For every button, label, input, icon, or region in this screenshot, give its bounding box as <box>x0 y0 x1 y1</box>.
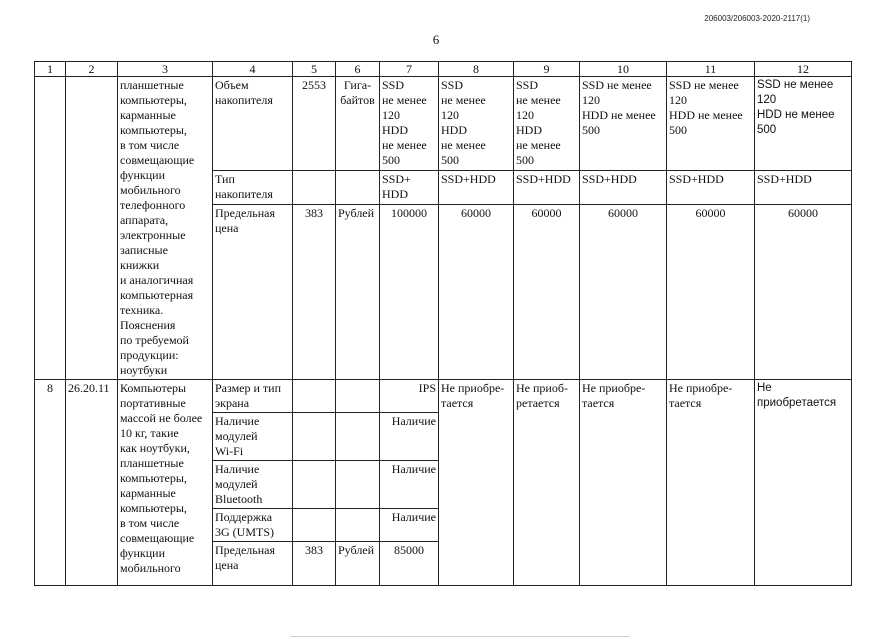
cell-text-line: HDD <box>382 123 408 137</box>
cell-text-line: 120 <box>441 108 459 122</box>
cell-text-line: 120 <box>516 108 534 122</box>
table-row <box>35 77 852 171</box>
cell-text-line: Гига- <box>343 78 372 92</box>
cell-text-line: 500 <box>757 124 777 136</box>
cell-text-line: 500 <box>441 153 459 167</box>
cell-text-line: SSD не менее 120 <box>757 79 834 106</box>
cell-text-line: Размер и тип <box>215 381 281 395</box>
cell-text-line: 120 <box>382 108 400 122</box>
header-cell: 11 <box>667 62 755 77</box>
cell-text-line: Поддержка <box>215 510 273 524</box>
row-number-cell: 8 <box>35 380 66 586</box>
cell-text-line: SSD <box>441 78 464 92</box>
okpd-code-cell <box>66 77 118 380</box>
cell-text-line: мобильного <box>120 561 181 575</box>
cell-text-line: HDD не менее <box>582 108 656 122</box>
cell-text-line: мобильного <box>120 183 181 197</box>
document-id: 206003/206003-2020-2117(1) <box>704 14 810 23</box>
value-cell: Не приобретается <box>755 380 852 586</box>
unit-code-cell <box>293 461 336 509</box>
cell-text-line: HDD не менее <box>757 109 835 121</box>
specification-table <box>34 61 852 586</box>
header-cell: 10 <box>580 62 667 77</box>
cell-text-line: не менее <box>441 93 486 107</box>
cell-text-line: Объем <box>215 78 249 92</box>
value-cell: 85000 <box>380 542 439 586</box>
cell-text-line: по требуемой <box>120 333 189 347</box>
cell-text-line: не менее <box>516 138 561 152</box>
cell-text-line: телефонного <box>120 198 186 212</box>
cell-text-line: функции <box>120 168 165 182</box>
cell-text-line: Не приобре- <box>441 381 505 395</box>
cell-text-line: SSD <box>382 78 405 92</box>
value-cell: 60000 <box>755 204 852 379</box>
characteristic-cell <box>213 509 293 542</box>
value-cell: 60000 <box>580 204 667 379</box>
value-cell <box>514 77 580 171</box>
cell-text-line: совмещающие <box>120 531 195 545</box>
cell-text-line: SSD не менее <box>669 78 739 92</box>
cell-text-line: массой не более <box>120 411 203 425</box>
value-cell <box>755 77 852 171</box>
header-cell: 12 <box>755 62 852 77</box>
cell-text-line: компьютеры, <box>120 501 187 515</box>
cell-text-line: Тип <box>215 172 235 187</box>
cell-text-line: Не приоб- <box>516 381 568 395</box>
unit-code-cell <box>293 171 336 204</box>
unit-name-cell <box>336 509 380 542</box>
value-cell <box>514 380 580 586</box>
cell-text-line: тается <box>582 396 615 410</box>
page-number: 6 <box>432 32 440 47</box>
value-cell: Наличие <box>380 509 439 542</box>
cell-text-line: электронные <box>120 228 186 242</box>
cell-text-line: Предельная <box>215 543 275 557</box>
cell-text-line: Wi-Fi <box>215 444 244 458</box>
characteristic-cell <box>213 77 293 171</box>
cell-text-line: техника. <box>120 303 164 317</box>
cell-text-line: не менее <box>382 93 427 107</box>
cell-text-line: накопителя <box>215 93 273 107</box>
value-cell <box>667 77 755 171</box>
characteristic-cell <box>213 171 293 204</box>
characteristic-cell <box>213 380 293 413</box>
unit-code-cell <box>293 413 336 461</box>
header-cell: 7 <box>380 62 439 77</box>
value-cell <box>439 77 514 171</box>
cell-text-line: цена <box>215 558 239 572</box>
cell-text-line: продукции: <box>120 348 179 362</box>
value-cell: SSD+HDD <box>667 171 755 204</box>
cell-text-line: Наличие <box>215 462 260 476</box>
cell-text-line: Не приобре- <box>669 381 733 395</box>
value-cell: 60000 <box>514 204 580 379</box>
cell-text-line: модулей <box>215 477 258 491</box>
cell-text-line: функции <box>120 546 165 560</box>
header-cell: 6 <box>336 62 380 77</box>
product-name-cell <box>118 77 213 380</box>
product-name-cell <box>118 380 213 586</box>
cell-text-line: Наличие <box>215 414 260 428</box>
unit-code-cell <box>293 509 336 542</box>
cell-text-line: HDD <box>441 123 467 137</box>
cell-text-line: компьютеры, <box>120 123 187 137</box>
cell-text-line: 500 <box>516 153 534 167</box>
value-cell <box>580 380 667 586</box>
okpd-code-cell: 26.20.11 <box>66 380 118 586</box>
characteristic-cell <box>213 542 293 586</box>
unit-name-cell: Рублей <box>336 204 380 379</box>
cell-text-line: компьютеры, <box>120 471 187 485</box>
cell-text-line: 500 <box>582 123 600 137</box>
unit-name-cell <box>336 171 380 204</box>
cell-text-line: тается <box>441 396 474 410</box>
cell-text-line: 3G (UMTS) <box>215 525 274 539</box>
unit-name-cell <box>336 380 380 413</box>
cell-text-line: записные <box>120 243 168 257</box>
value-cell: SSD+HDD <box>580 171 667 204</box>
unit-name-cell <box>336 413 380 461</box>
characteristic-cell <box>213 413 293 461</box>
cell-text-line: 10 кг, такие <box>120 426 179 440</box>
value-cell: 60000 <box>439 204 514 379</box>
characteristic-cell <box>213 461 293 509</box>
header-cell: 4 <box>213 62 293 77</box>
cell-text-line: ретается <box>516 396 560 410</box>
cell-text-line: Не приобре- <box>582 381 646 395</box>
cell-text-line: 120 <box>582 93 600 107</box>
cell-text-line: в том числе <box>120 138 180 152</box>
cell-text-line: планшетные <box>120 78 184 92</box>
cell-text-line: 500 <box>382 153 400 167</box>
header-cell: 3 <box>118 62 213 77</box>
characteristic-cell <box>213 204 293 379</box>
value-cell: 60000 <box>667 204 755 379</box>
cell-text-line: HDD не менее <box>669 108 743 122</box>
value-cell: Наличие <box>380 461 439 509</box>
cell-text-line: 120 <box>669 93 687 107</box>
cell-text-line: карманные <box>120 486 176 500</box>
value-cell: SSD+HDD <box>439 171 514 204</box>
cell-text-line: не менее <box>516 93 561 107</box>
cell-text-line: экрана <box>215 396 250 410</box>
unit-name-cell: Рублей <box>336 542 380 586</box>
value-cell: IPS <box>380 380 439 413</box>
value-cell: SSD+HDD <box>755 171 852 204</box>
header-cell: 9 <box>514 62 580 77</box>
column-number-row <box>35 62 852 77</box>
cell-text-line: Пояснения <box>120 318 176 332</box>
cell-text-line: не менее <box>382 138 427 152</box>
value-cell: 100000 <box>380 204 439 379</box>
cell-text-line: HDD <box>516 123 542 137</box>
cell-text-line: Компьютеры <box>120 381 187 395</box>
cell-text-line: портативные <box>120 396 186 410</box>
cell-text-line: книжки <box>120 258 160 272</box>
cell-text-line: SSD не менее <box>582 78 652 92</box>
cell-text-line: Предельная <box>215 205 275 220</box>
cell-text-line: аппарата, <box>120 213 169 227</box>
value-cell: Наличие <box>380 413 439 461</box>
unit-name-cell <box>336 461 380 509</box>
cell-text-line: байтов <box>340 93 375 107</box>
unit-code-cell: 2553 <box>293 77 336 171</box>
cell-text-line: SSD+ <box>382 172 411 187</box>
cell-text-line: и аналогичная <box>120 273 194 287</box>
value-cell: SSD+HDD <box>514 171 580 204</box>
unit-name-cell <box>336 77 380 171</box>
header-cell: 2 <box>66 62 118 77</box>
unit-code-cell: 383 <box>293 542 336 586</box>
cell-text-line: карманные <box>120 108 176 122</box>
cell-text-line: HDD <box>382 187 408 202</box>
cell-text-line: модулей <box>215 429 258 443</box>
cell-text-line: цена <box>215 220 239 235</box>
page-edge-line <box>290 636 630 637</box>
cell-text-line: SSD <box>516 78 539 92</box>
cell-text-line: планшетные <box>120 456 184 470</box>
header-cell: 1 <box>35 62 66 77</box>
cell-text-line: компьютерная <box>120 288 194 302</box>
cell-text-line: совмещающие <box>120 153 195 167</box>
value-cell <box>439 380 514 586</box>
cell-text-line: тается <box>669 396 702 410</box>
value-cell <box>580 77 667 171</box>
unit-code-cell: 383 <box>293 204 336 379</box>
cell-text-line: Bluetooth <box>215 492 263 506</box>
cell-text-line: как ноутбуки, <box>120 441 190 455</box>
cell-text-line: накопителя <box>215 187 273 202</box>
value-cell <box>380 77 439 171</box>
cell-text-line: в том числе <box>120 516 180 530</box>
cell-text-line: 500 <box>669 123 687 137</box>
value-cell <box>380 171 439 204</box>
table-row <box>35 380 852 413</box>
row-number-cell <box>35 77 66 380</box>
cell-text-line: ноутбуки <box>120 363 168 377</box>
cell-text-line: компьютеры, <box>120 93 187 107</box>
header-cell: 5 <box>293 62 336 77</box>
value-cell <box>667 380 755 586</box>
header-cell: 8 <box>439 62 514 77</box>
cell-text-line: не менее <box>441 138 486 152</box>
unit-code-cell <box>293 380 336 413</box>
